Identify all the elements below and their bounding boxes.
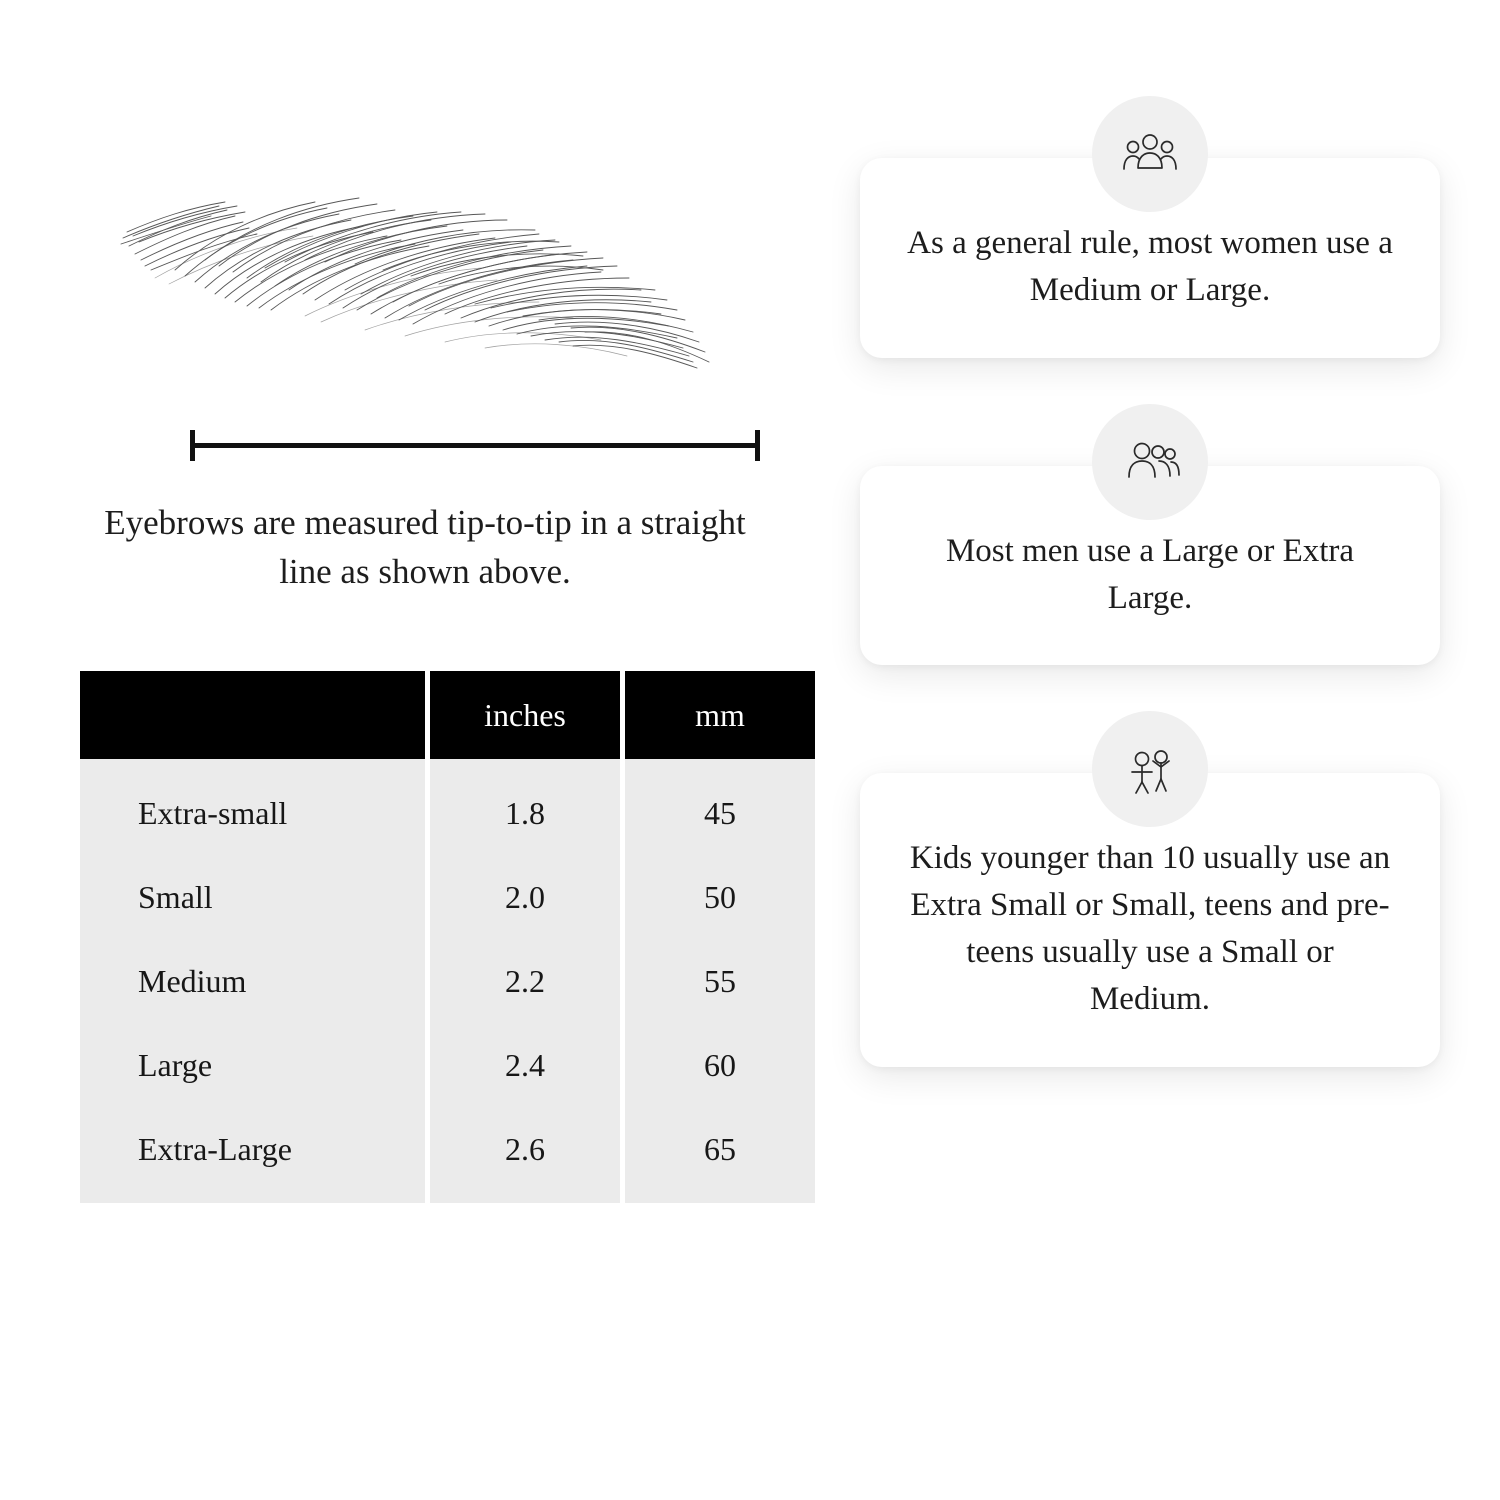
cell-mm: 60 — [625, 1023, 815, 1107]
table-header-row — [80, 671, 815, 759]
column-header-size — [80, 671, 425, 759]
size-table-head — [80, 671, 815, 759]
note-card-men — [860, 466, 1440, 666]
cell-inches: 1.8 — [430, 759, 620, 855]
kids-icon-glyph — [1118, 737, 1182, 801]
cell-mm: 45 — [625, 759, 815, 855]
table-row — [80, 939, 815, 1023]
cell-size: Extra-small — [80, 759, 425, 855]
table-row — [80, 1023, 815, 1107]
men-group-icon-glyph — [1118, 430, 1182, 494]
cell-inches: 2.6 — [430, 1107, 620, 1203]
size-table-body — [80, 759, 815, 1203]
measure-cap-right — [755, 430, 760, 461]
eyebrow-illustration — [115, 150, 735, 400]
tip-to-tip-measurement-bar — [190, 430, 760, 460]
note-text: Kids younger than 10 usually use an Extra Small or Small, teens and pre-teens usually use a Small or Medium. — [909, 840, 1391, 1018]
note-card-kids — [860, 773, 1440, 1066]
left-column — [75, 150, 805, 1203]
cell-size: Large — [80, 1023, 425, 1107]
men-group-icon — [1092, 404, 1208, 520]
note-text: Most men use a Large or Extra Large. — [945, 532, 1355, 616]
cell-size: Medium — [80, 939, 425, 1023]
figure-caption: Eyebrows are measured tip-to-tip in a straight line as shown above. — [104, 503, 746, 591]
measure-line — [190, 443, 760, 448]
cell-size: Small — [80, 855, 425, 939]
table-row — [80, 759, 815, 855]
table-row — [80, 855, 815, 939]
cell-inches: 2.2 — [430, 939, 620, 1023]
note-card-women — [860, 158, 1440, 358]
cell-mm: 65 — [625, 1107, 815, 1203]
eyebrow-figure — [115, 150, 755, 480]
cell-size: Extra-Large — [80, 1107, 425, 1203]
column-header-mm: mm — [625, 671, 815, 759]
column-header-inches: inches — [430, 671, 620, 759]
cell-inches: 2.4 — [430, 1023, 620, 1107]
women-group-icon-glyph — [1118, 122, 1182, 186]
women-group-icon — [1092, 96, 1208, 212]
note-text: As a general rule, most women use a Medium or Large. — [907, 225, 1393, 308]
table-row — [80, 1107, 815, 1203]
right-column — [860, 140, 1440, 1067]
cell-inches: 2.0 — [430, 855, 620, 939]
cell-mm: 50 — [625, 855, 815, 939]
cell-mm: 55 — [625, 939, 815, 1023]
kids-icon — [1092, 711, 1208, 827]
size-table — [75, 671, 820, 1203]
